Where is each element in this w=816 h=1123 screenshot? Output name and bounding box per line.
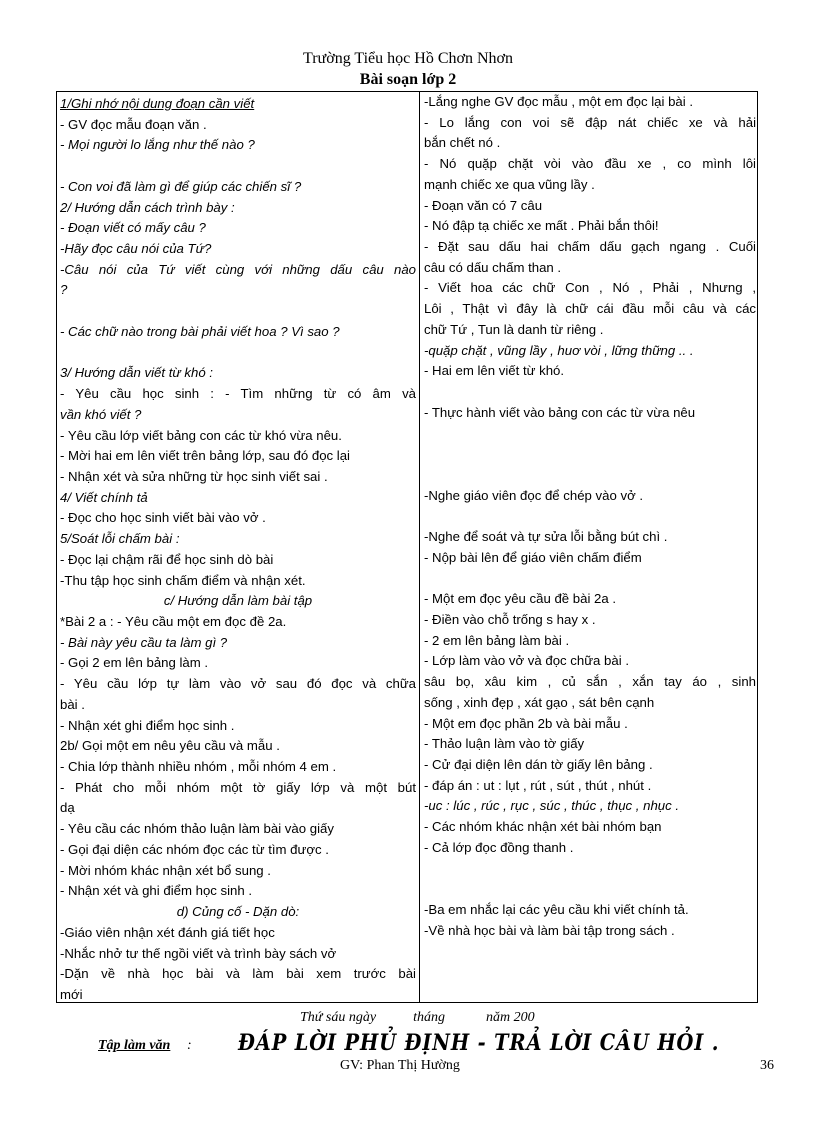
month-label: tháng [413,1010,445,1025]
left-line: - Con voi đã làm gì để giúp các chiến sĩ ? [60,178,302,194]
left-line: - Các chữ nào trong bài phải viết hoa ? Vì sao ? [60,323,340,339]
left-line: -Dặn về nhà học bài và làm bài xem trước bài [60,966,416,982]
right-line: - Thực hành viết vào bảng con các từ vừa nêu [424,404,696,420]
left-line: ? [60,282,68,298]
date-line [300,1010,535,1026]
left-line: - Đọc cho học sinh viết bài vào vở . [60,510,266,526]
left-line: - Nhận xét và ghi điểm học sinh . [60,883,253,899]
year-label: năm 200 [485,1010,535,1025]
left-line: -Nhắc nhở tư thế ngồi viết và trình bày sách vở [60,945,337,961]
right-line: - Các nhóm khác nhận xét bài nhóm bạn [424,819,662,835]
right-line: - Cả lớp đọc đồng thanh . [424,839,574,855]
right-line: -Về nhà học bài và làm bài tập trong sách . [424,922,675,938]
right-line [424,444,756,464]
right-line: chữ Tứ , Tun là danh từ riêng . [424,321,604,337]
section-label: Tập làm văn [98,1038,171,1053]
left-line: vần khó viết ? [60,406,142,422]
right-line: - Thảo luận làm vào tờ giấy [424,736,585,752]
left-line: 3/ Hướng dẫn viết từ khó : [60,365,213,381]
page-number: 36 [760,1058,774,1073]
left-line [60,343,416,363]
right-line [424,859,756,879]
right-line: - Nó đập tạ chiếc xe mất . Phải bắn thôi! [424,218,659,234]
left-line: - Gọi đại diện các nhóm đọc các từ tìm được . [60,841,329,857]
left-line: - Mọi người lo lắng như thế nào ? [60,137,255,153]
right-line [424,506,756,526]
right-line: sâu bọ, xâu kim , củ sắn , xắn tay áo , sinh [424,674,756,690]
right-line: -uc : lúc , rúc , rục , súc , thúc , thục , nhục . [424,798,680,814]
right-line: -Nghe giáo viên đọc để chép vào vở . [424,487,644,503]
school-name: Trường Tiểu học Hồ Chơn Nhơn [303,50,513,67]
right-line: - Đoạn văn có 7 câu [424,197,543,213]
right-line: - Viết hoa các chữ Con , Nó , Phải , Nhưng , [424,280,756,296]
right-line: - Lớp làm vào vở và đọc chữa bài . [424,653,629,669]
left-line: c/ Hướng dẫn làm bài tập [163,593,313,609]
right-line: Lôi , Thật vì đây là chữ cái đầu mỗi câu và các [424,301,756,317]
left-line: - Yêu cầu các nhóm thảo luận làm bài vào giấy [60,821,334,837]
lesson-title: ĐÁP LỜI PHỦ ĐỊNH - TRẢ LỜI CÂU HỎI . [238,1030,720,1056]
right-line: - đáp án : ut : lụt , rút , sút , thút , nhút . [424,777,652,793]
left-line: - Yêu cầu học sinh : - Tìm những từ có âm và [60,386,416,402]
left-line: 1/Ghi nhớ nội dung đoạn cần viết [60,96,255,111]
right-line: bắn chết nó . [424,135,501,151]
left-line: - Nhận xét ghi điểm học sinh . [60,717,235,733]
left-line: -Thu tập học sinh chấm điểm và nhận xét. [60,572,306,588]
left-line: -Giáo viên nhận xét đánh giá tiết học [60,924,275,940]
left-line: 5/Soát lỗi chấm bài : [60,531,180,547]
left-line: dạ [60,800,75,816]
left-line: - Yêu cầu lớp viết bảng con các từ khó vừa nêu. [60,427,342,443]
right-line: - Cử đại diện lên dán tờ giấy lên bảng . [424,757,653,773]
right-line: - 2 em lên bảng làm bài . [424,632,570,648]
teacher-activities-column [57,92,420,1002]
section-colon: : [187,1038,192,1053]
right-line: - Đặt sau dấu hai chấm dấu gạch ngang . Cuối [424,239,756,255]
right-line: - Nó quặp chặt vòi vào đầu xe , co mình lôi [424,156,756,172]
left-line: - Mời nhóm khác nhận xét bổ sung . [60,862,271,878]
left-line: d) Củng cố - Dặn dò: [176,904,300,920]
left-line: - Phát cho mỗi nhóm một tờ giấy lớp và một bút [60,779,416,795]
right-line [424,465,756,485]
left-line: - Nhận xét và sửa những từ học sinh viết sai . [60,468,328,484]
left-line: - Yêu cầu lớp tự làm vào vở sau đó đọc và chữa [60,676,416,692]
right-line: mạnh chiếc xe qua vũng lầy . [424,176,595,192]
right-line: - Nộp bài lên để giáo viên chấm điểm [424,549,642,565]
right-line: -Nghe để soát và tự sửa lỗi bằng bút chì . [424,529,668,545]
right-line: -Lắng nghe GV đọc mẫu , một em đọc lại bài . [424,94,694,109]
left-line: - Đọc lại chậm rãi để học sinh dò bài [60,551,274,567]
left-line [60,156,416,176]
left-line: -Hãy đọc câu nói của Tứ? [60,241,212,257]
left-line: 2/ Hướng dẫn cách trình bày : [60,199,235,215]
left-line: -Câu nói của Tứ viết cùng với những dấu câu nào [60,261,416,277]
right-line: câu có dấu chấm than . [424,259,562,275]
left-line: - GV đọc mẫu đoạn văn . [60,116,207,132]
left-line: - Bài này yêu cầu ta làm gì ? [60,634,228,650]
left-line: - Gọi 2 em lên bảng làm . [60,655,209,671]
lesson-plan-subtitle: Bài soạn lớp 2 [359,71,457,88]
right-line: - Một em đọc yêu cầu đề bài 2a . [424,591,617,607]
right-line [424,382,756,402]
student-activities-column [420,92,759,1002]
right-line [424,879,756,899]
right-line: - Điền vào chỗ trống s hay x . [424,612,596,627]
right-line: sống , xinh đẹp , xát gạo , sát bên cạnh [424,694,655,710]
left-line [60,301,416,321]
left-line: - Chia lớp thành nhiều nhóm , mỗi nhóm 4 em . [60,759,337,775]
left-line: - Mời hai em lên viết trên bảng lớp, sau đó đọc lại [60,448,350,464]
right-line: -quặp chặt , vũng lầy , huơ vòi , lững thững .. . [424,342,694,358]
day-prefix: Thứ sáu ngày [300,1010,377,1025]
left-line: 2b/ Gọi một em nêu yêu cầu và mẫu . [60,738,280,754]
teacher-name: GV: Phan Thị Hường [340,1058,460,1073]
right-line [424,569,756,589]
left-line: *Bài 2 a : - Yêu cầu một em đọc đề 2a. [60,614,287,629]
left-line: - Đoạn viết có mấy câu ? [60,220,206,236]
left-line: mới [60,986,83,1002]
left-line: bài . [60,696,85,712]
right-line: - Hai em lên viết từ khó. [424,363,565,379]
right-line [424,424,756,444]
lesson-table [56,91,758,1003]
right-line: - Lo lắng con voi sẽ đập nát chiếc xe và hải [424,114,756,130]
right-line: -Ba em nhắc lại các yêu cầu khi viết chính tả. [424,902,689,918]
left-line: 4/ Viết chính tả [60,489,148,505]
right-line: - Một em đọc phần 2b và bài mẫu . [424,715,628,731]
